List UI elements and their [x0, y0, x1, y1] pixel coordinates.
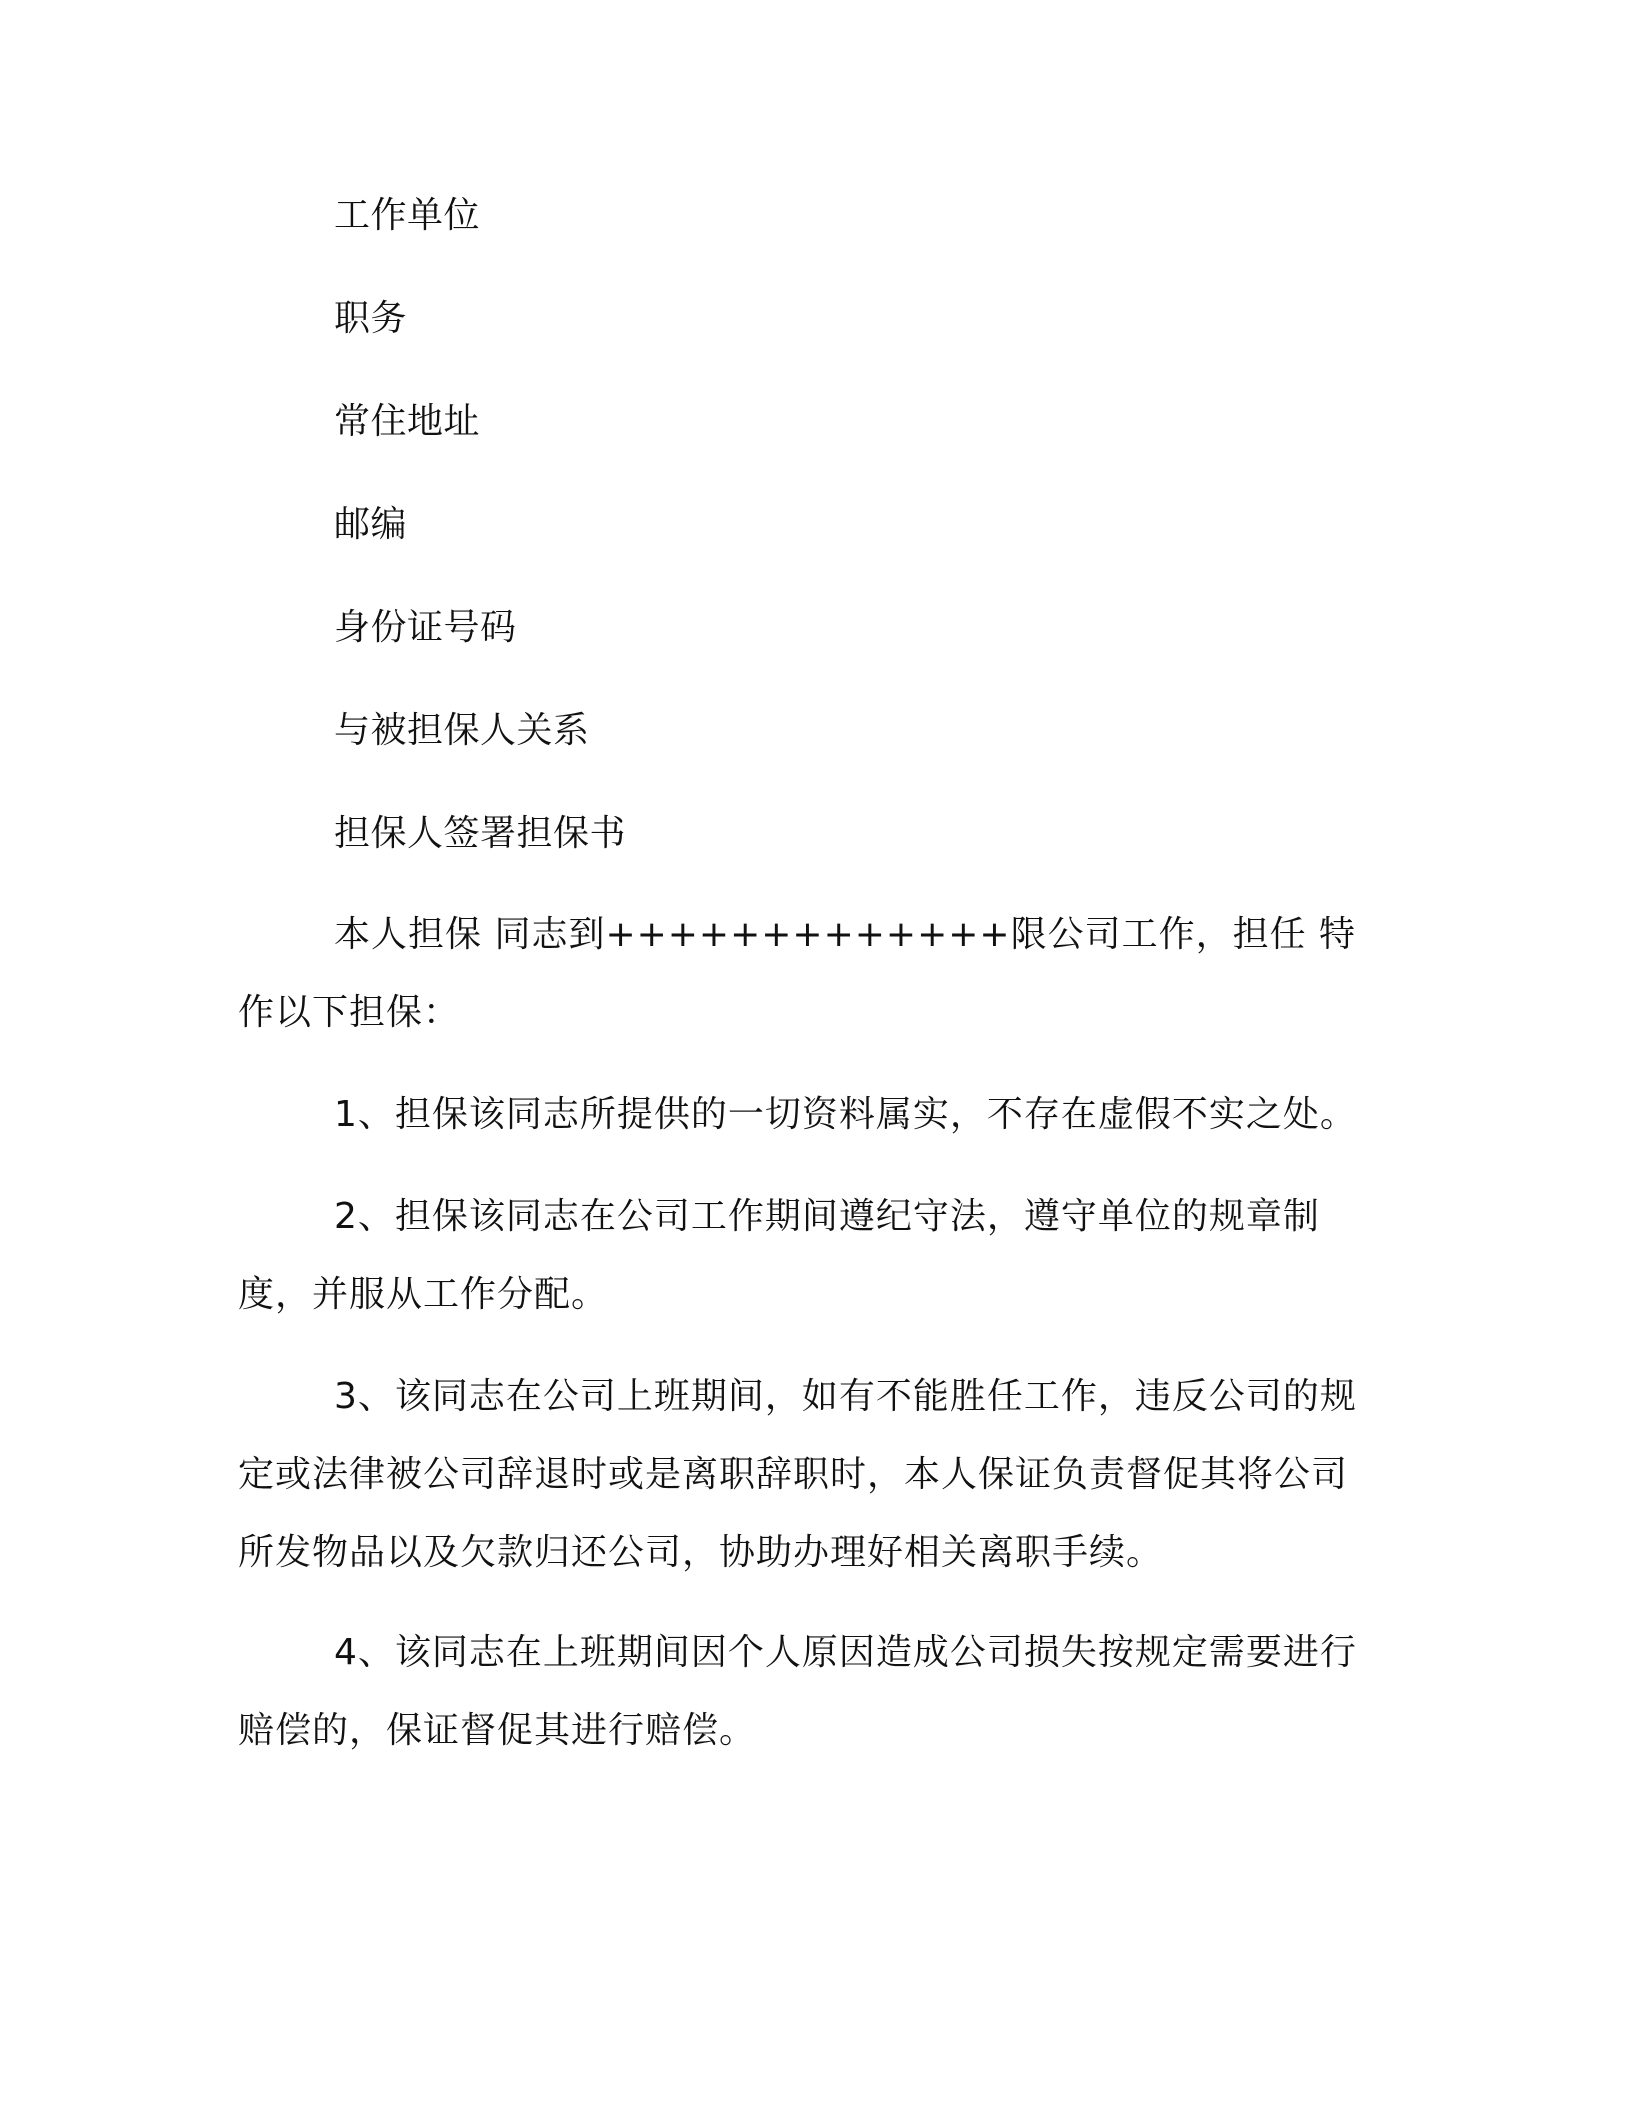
document-heading: 担保人签署担保书 — [334, 813, 627, 854]
field-relationship: 与被担保人关系 — [334, 710, 590, 751]
field-position: 职务 — [334, 298, 408, 339]
clause-2: 2、担保该同志在公司工作期间遵纪守法，遵守单位的规章制度，并服从工作分配。 — [238, 1196, 1320, 1315]
field-work-unit: 工作单位 — [334, 195, 481, 236]
field-address: 常住地址 — [334, 401, 481, 442]
field-id-number: 身份证号码 — [334, 607, 517, 648]
intro-paragraph: 本人担保 同志到+++++++++++++限公司工作，担任 特作以下担保： — [238, 914, 1357, 1033]
clause-4: 4、该同志在上班期间因个人原因造成公司损失按规定需要进行赔偿的，保证督促其进行赔偿。 — [238, 1632, 1357, 1751]
field-postcode: 邮编 — [334, 504, 408, 545]
clause-1: 1、担保该同志所提供的一切资料属实，不存在虚假不实之处。 — [334, 1094, 1357, 1135]
clause-3: 3、该同志在公司上班期间，如有不能胜任工作，违反公司的规定或法律被公司辞退时或是离职辞职时，本人保证负责督促其将公司所发物品以及欠款归还公司，协助办理好相关离职手续。 — [238, 1376, 1357, 1573]
